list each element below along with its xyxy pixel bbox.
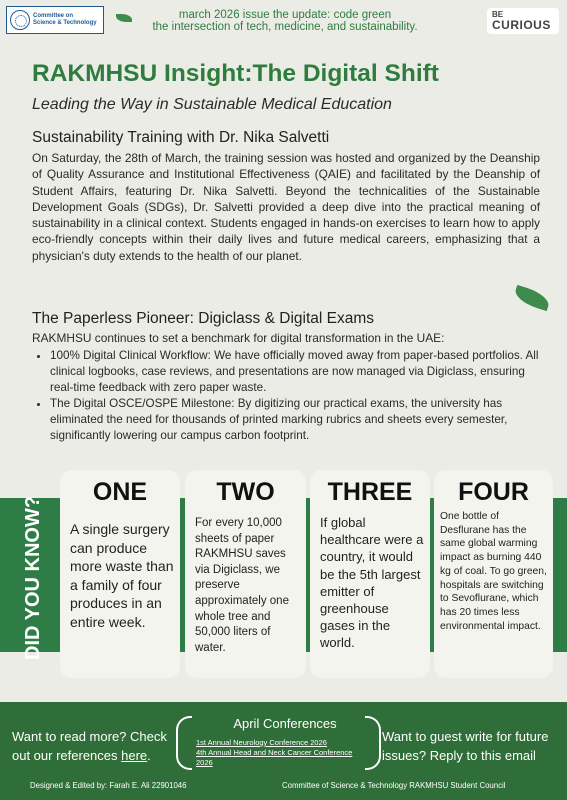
guest-write-prompt: Want to guest write for future issues? Reply to this email — [382, 729, 549, 763]
section-1-body: On Saturday, the 28th of March, the training session was hosted and organized by the Deanship of Quality Assurance and Institutional Effectiveness (QAIE) and facilitated by the Deanship of Student Affairs, featuring Dr. Nika Salvetti. Beyond the technicalities of the Sustainable Development Goals (SDGs), Dr. Salvetti provided a deep dive into the practical meaning of sustainability in a clinical context. Students engaged in hands-on exercises to learn how to apply eco-friendly concepts within their daily lives and future medical careers, emphasizing that a physician's duty extends to the health of our planet. — [32, 151, 540, 263]
right-brace-decoration — [365, 716, 381, 770]
university-seal-icon — [10, 10, 30, 30]
fact-text: A single surgery can produce more waste than a family of four produces in an entire week. — [70, 521, 174, 630]
references-period: . — [147, 748, 151, 763]
conference-links — [196, 738, 366, 768]
bullet-item: • 100% Digital Clinical Workflow: We have officially moved away from paper-based portfolios. All clinical logbooks, case reviews, and presentations are now managed via Digiclass, ensuring real-time feedback with zero paper waste. — [50, 348, 544, 395]
credit-council: Committee of Science & Technology RAKMHSU Student Council — [282, 781, 506, 790]
logo-line-1: Committee on — [33, 13, 74, 19]
fact-card-four — [434, 470, 553, 678]
logo-line-2: Science & Technology — [33, 20, 97, 26]
fact-card-two — [185, 470, 306, 678]
fact-text: One bottle of Desflurane has the same global warming impact as burning 440 kg of coal. To go green, hospitals are switching to Sevoflurane, which has 20 times less environmental impact. — [440, 511, 547, 632]
conferences-title: April Conferences — [233, 716, 337, 731]
fact-card-three — [310, 470, 430, 678]
section-1-heading: Sustainability Training with Dr. Nika Salvetti — [32, 129, 330, 146]
issue-banner — [120, 9, 450, 33]
issue-line-1: march 2026 issue the update: code green — [178, 9, 392, 21]
be-curious-logo — [487, 8, 559, 34]
fact-number: ONE — [92, 478, 148, 506]
page-title: RAKMHSU Insight:The Digital Shift — [32, 60, 439, 87]
references-link[interactable]: here — [121, 748, 148, 763]
conference-link-head-neck[interactable]: 4th Annual Head and Neck Cancer Conference 2026 — [196, 748, 353, 767]
references-prompt — [12, 727, 172, 765]
credit-designer: Designed & Edited by: Farah E. Ali 22901046 — [30, 781, 187, 790]
fact-text: If global healthcare were a country, it would be the 5th largest emitter of greenhouse gases in the world. — [320, 515, 424, 651]
section-2-bullets — [32, 348, 544, 445]
section-2-heading: The Paperless Pioneer: Digiclass & Digital Exams — [32, 310, 374, 327]
fact-card-one — [60, 470, 180, 678]
conference-link-neurology[interactable]: 1st Annual Neurology Conference 2026 — [196, 738, 327, 747]
did-you-know-label: DID YOU KNOW? — [22, 495, 44, 660]
leaf-icon — [512, 285, 551, 311]
fact-number: FOUR — [458, 478, 529, 506]
issue-line-2: the intersection of tech, medicine, and sustainability. — [152, 21, 418, 33]
committee-logo — [6, 6, 104, 34]
brand-curious: CURIOUS — [492, 18, 551, 32]
section-2-intro: RAKMHSU continues to set a benchmark for digital transformation in the UAE: — [32, 331, 445, 345]
fact-number: TWO — [216, 478, 275, 506]
fact-number: THREE — [327, 478, 413, 506]
fact-text: For every 10,000 sheets of paper RAKMHSU saves via Digiclass, we preserve approximately one whole tree and 50,000 liters of water. — [195, 517, 289, 654]
bullet-item: • The Digital OSCE/OSPE Milestone: By digitizing our practical exams, the university has eliminated the need for thousands of printed marking rubrics and sheets every semester, significantly lowering our campus carbon footprint. — [50, 396, 544, 443]
references-text: Want to read more? Check out our references — [12, 729, 167, 763]
page-subtitle: Leading the Way in Sustainable Medical Education — [32, 96, 392, 113]
brand-be: BE — [492, 10, 504, 19]
footer — [0, 702, 567, 800]
